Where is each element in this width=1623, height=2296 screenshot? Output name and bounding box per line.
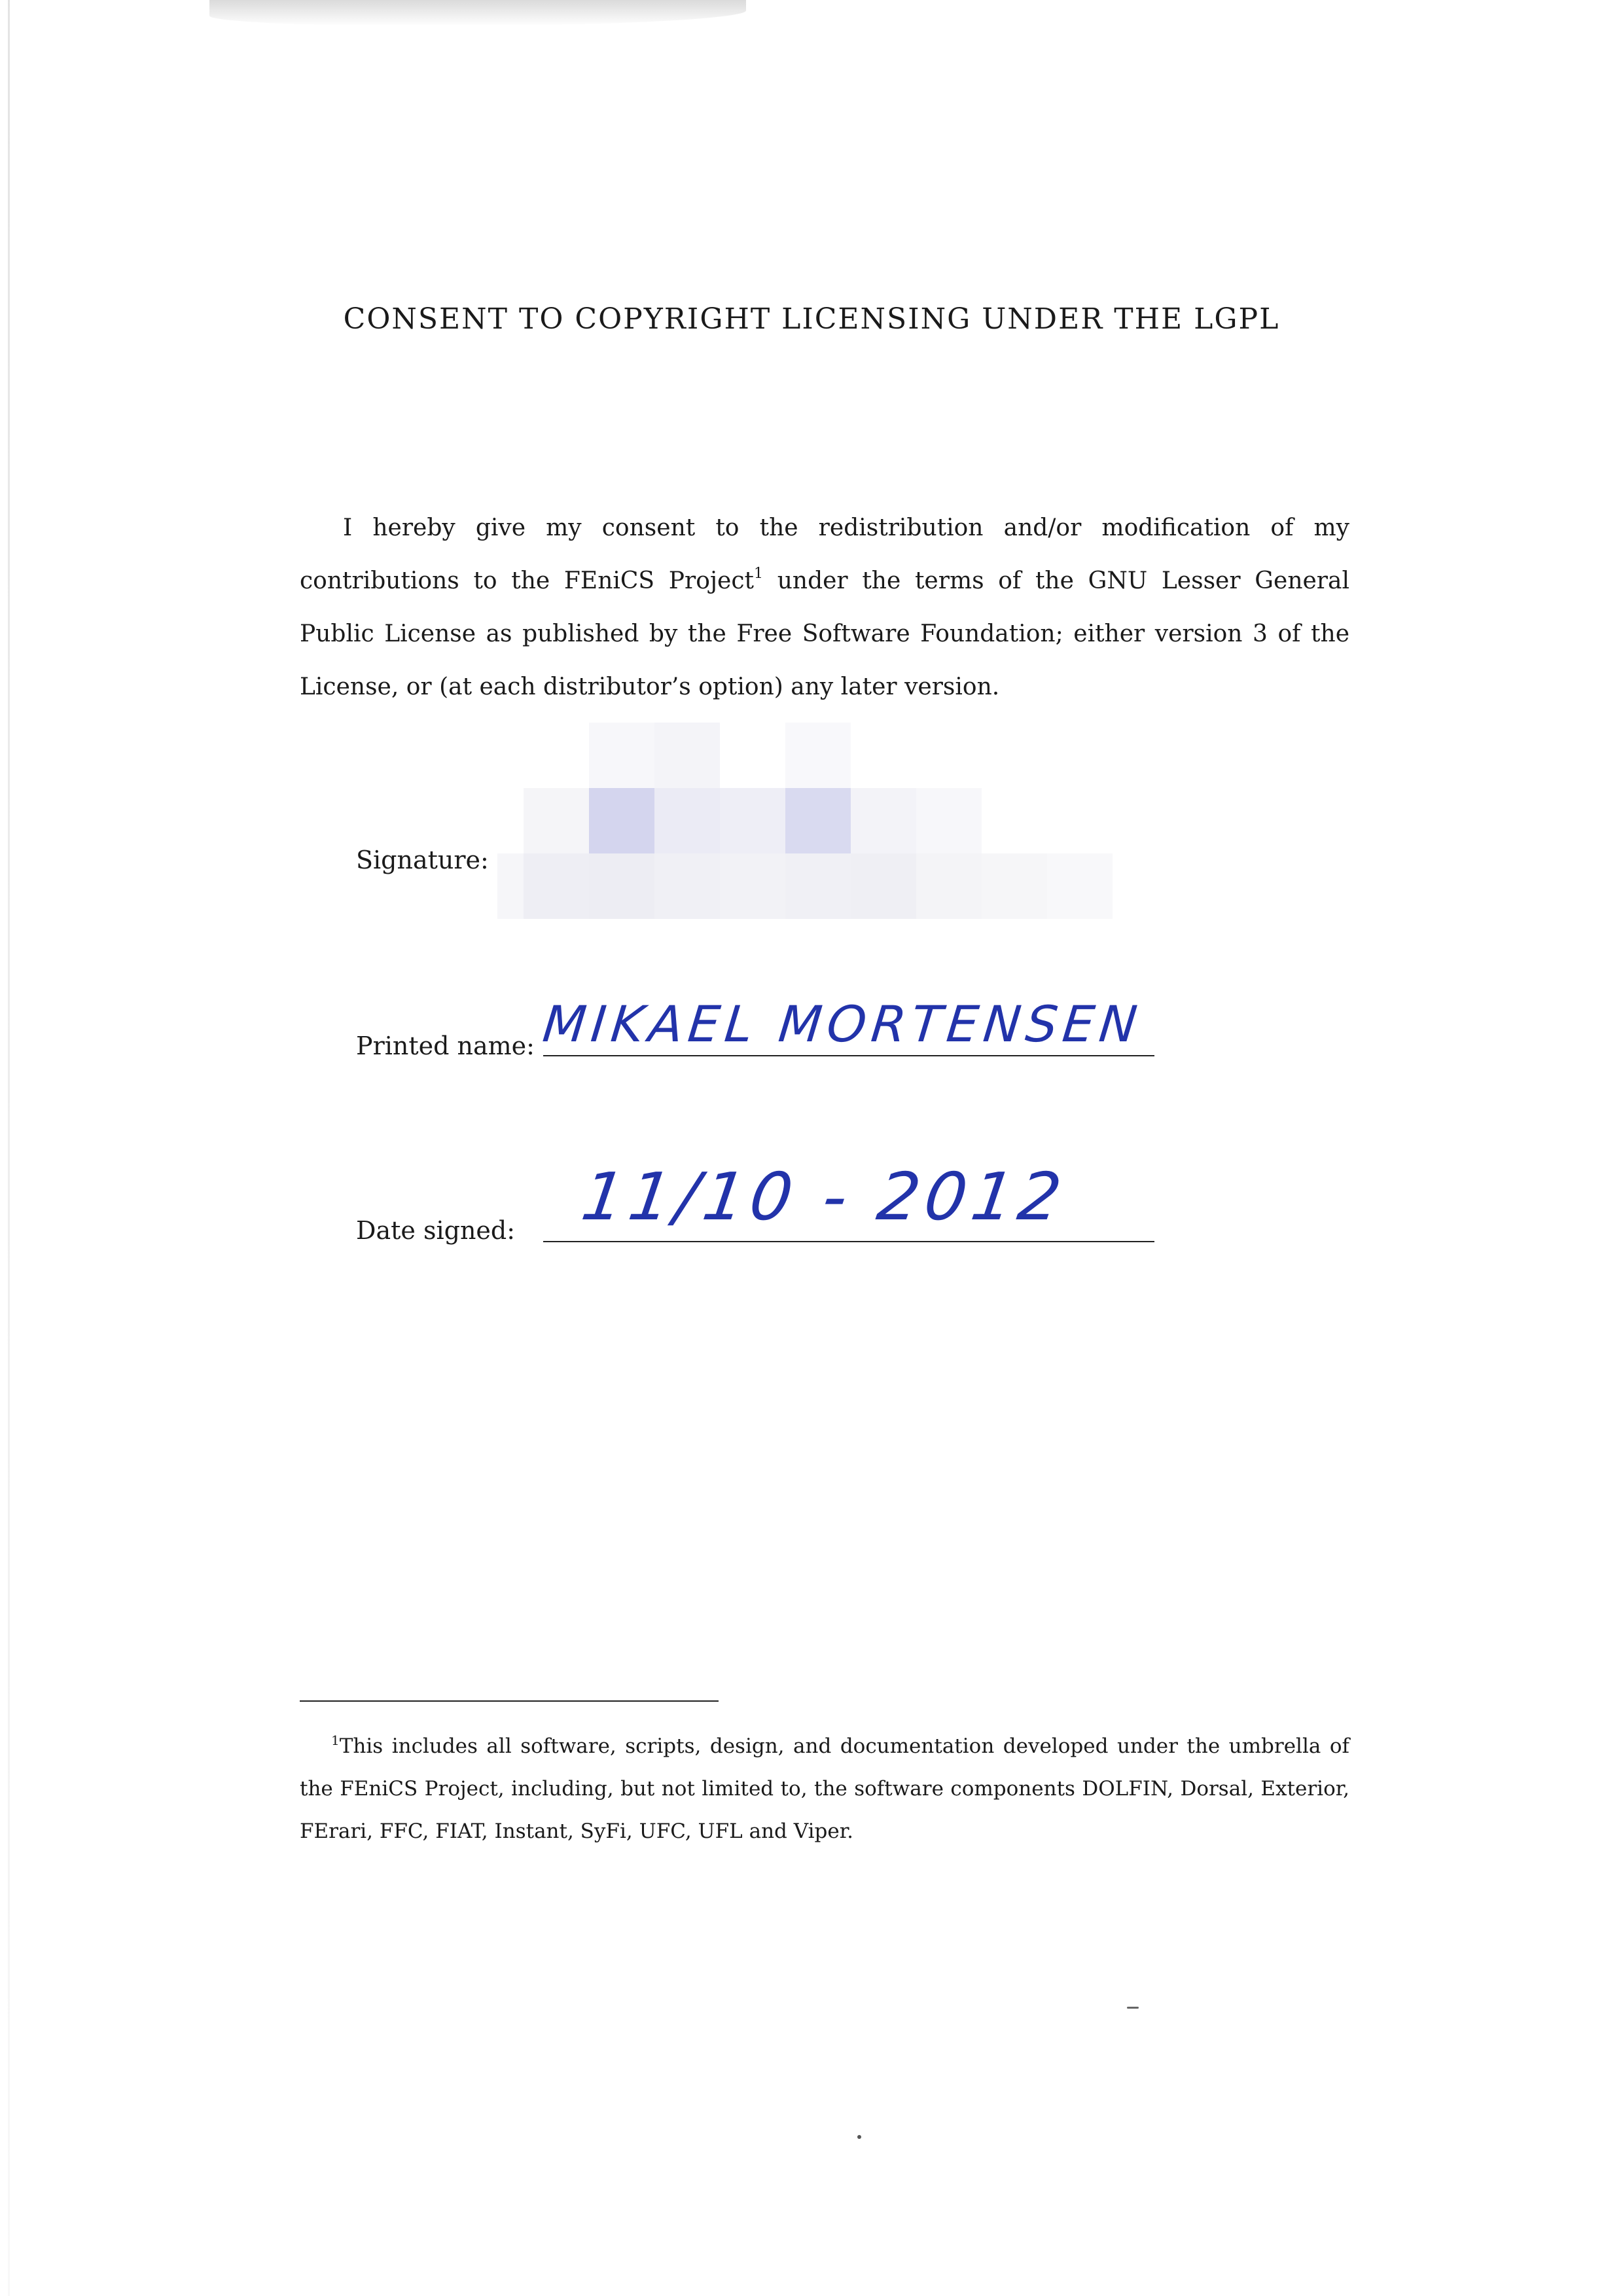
- consent-text-part1: I hereby give my consent to the redistribution and/or modification of my contributions to the FEniCS Project: [300, 514, 1349, 594]
- consent-paragraph: [300, 501, 1349, 713]
- date-signed-label: Date signed:: [356, 1216, 516, 1245]
- footnote: [300, 1725, 1349, 1853]
- date-signed-line: [543, 1241, 1154, 1242]
- footnote-text: This includes all software, scripts, design, and documentation developed under the umbrella of the FEniCS Project, including, but not limited to, the software components DOLFIN, Dorsal, Exterior, FErari, FFC, FIAT, Instant, SyFi, UFC, UFL and Viper.: [300, 1734, 1349, 1843]
- scan-shadow: [209, 0, 746, 26]
- printed-name-label: Printed name:: [356, 1031, 535, 1060]
- footnote-marker: 1: [331, 1732, 340, 1748]
- date-signed-handwritten: 11/10 - 2012: [577, 1158, 1071, 1235]
- redacted-signature: [497, 723, 1178, 919]
- document-title: CONSENT TO COPYRIGHT LICENSING UNDER THE LGPL: [343, 302, 1280, 336]
- scan-edge: [8, 0, 10, 2296]
- scan-speck: [857, 2135, 861, 2139]
- consent-text-part2: under the terms of the GNU Lesser General Public License as published by the Free Software Foundation; either version 3 of the License, or (at each distributor’s option) any later version.: [300, 567, 1349, 700]
- printed-name-line: [543, 1055, 1154, 1056]
- footnote-rule: [300, 1700, 719, 1702]
- printed-name-handwritten: MIKAEL MORTENSEN: [540, 995, 1145, 1053]
- scan-speck: [1127, 2007, 1139, 2009]
- footnote-reference: 1: [754, 565, 763, 582]
- signature-label: Signature:: [356, 846, 489, 874]
